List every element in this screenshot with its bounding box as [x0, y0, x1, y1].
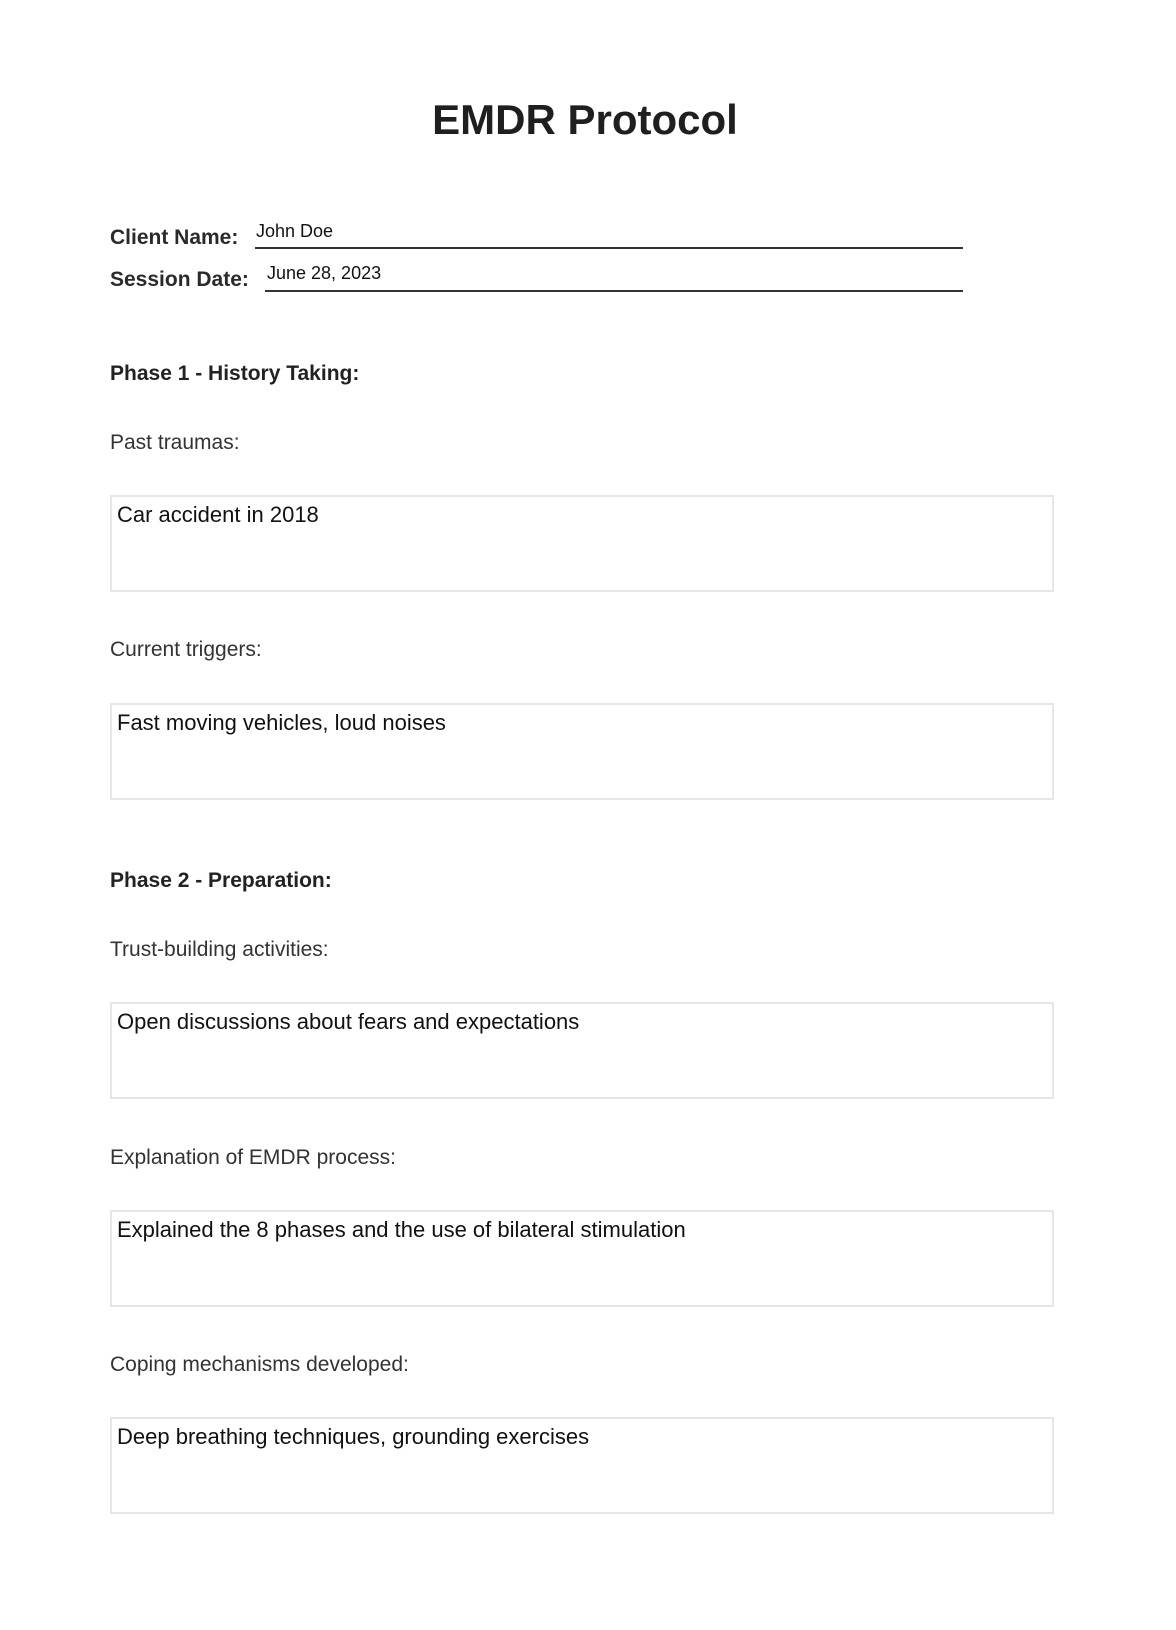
current-triggers-label: Current triggers:	[110, 638, 262, 661]
session-date-label: Session Date:	[110, 268, 249, 291]
client-name-label: Client Name:	[110, 226, 239, 249]
past-traumas-field[interactable]	[110, 495, 1054, 592]
coping-mechanisms-label: Coping mechanisms developed:	[110, 1353, 409, 1376]
coping-mechanisms-value: Deep breathing techniques, grounding exercises	[117, 1424, 590, 1449]
client-name-value[interactable]: John Doe	[256, 221, 334, 241]
emdr-explanation-label: Explanation of EMDR process:	[110, 1146, 396, 1169]
trust-building-value: Open discussions about fears and expectations	[117, 1009, 580, 1034]
page-title: EMDR Protocol	[432, 96, 738, 143]
current-triggers-field[interactable]	[110, 703, 1054, 800]
past-traumas-label: Past traumas:	[110, 431, 240, 454]
phase1-heading: Phase 1 - History Taking:	[110, 362, 360, 385]
session-date-underline	[265, 290, 963, 292]
coping-mechanisms-field[interactable]	[110, 1417, 1054, 1514]
client-name-underline	[255, 247, 963, 249]
trust-building-label: Trust-building activities:	[110, 938, 329, 961]
trust-building-field[interactable]	[110, 1002, 1054, 1099]
emdr-explanation-field[interactable]	[110, 1210, 1054, 1307]
session-date-value[interactable]: June 28, 2023	[267, 263, 382, 283]
past-traumas-value: Car accident in 2018	[117, 502, 319, 527]
phase2-heading: Phase 2 - Preparation:	[110, 869, 332, 892]
current-triggers-value: Fast moving vehicles, loud noises	[117, 710, 446, 735]
emdr-explanation-value: Explained the 8 phases and the use of bilateral stimulation	[117, 1217, 686, 1242]
